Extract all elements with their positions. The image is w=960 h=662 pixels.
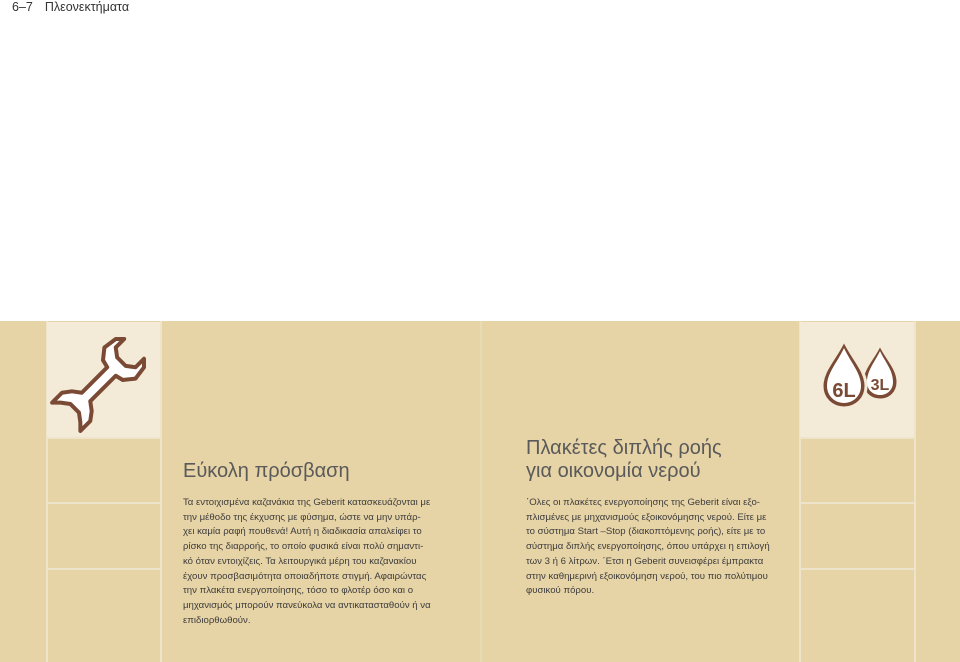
text-line: έχουν προσβασιμότητα οποιαδήποτε στιγμή. Αφαιρώντας [183,570,427,582]
text-line: επιδιορθωθούν. [183,614,251,626]
text-line: φυσικού πόρου. [526,585,595,597]
text-line: χει καμία ραφή πουθενά! Αυτή η διαδικασία απαλείφει το [183,526,422,538]
text-line: των 3 ή 6 λίτρων. ΄Ετσι η Geberit συνεισφέρει έμπρακτα [526,555,764,567]
text-line: ΄Ολες οι πλακέτες ενεργοποίησης της Geberit είναι εξο- [526,497,760,508]
grid-line [800,502,914,504]
grid-line [800,437,914,439]
grid-line [47,437,160,439]
text-line: την πλακέτα ενεργοποίησης, τόσο το φλοτέρ όσο και ο [183,585,414,597]
text-line: ρίσκο της διαρροής, το οποίο φυσικά είναι πολύ σημαντι- [183,541,424,553]
section-title-dual-flush [526,437,786,483]
text-line: το σύστημα Start –Stop (διακοπτόμενης ροής), είτε με το [526,526,766,538]
grid-line [160,321,162,662]
section-title-easy-access: Εύκολη πρόσβαση [183,460,350,482]
page-number: 6–7 [12,0,33,14]
title-line: Πλακέτες διπλής ροής [526,437,722,459]
grid-line [800,568,914,570]
drop-large-label: 6L [832,380,856,402]
text-line: πλισμένες με μηχανισμούς εξοικονόμησης νερού. Είτε με [526,511,767,523]
dual-flush-text [526,496,786,599]
grid-line [47,502,160,504]
grid-line [914,321,916,662]
wrench-icon [47,322,160,437]
page-title: Πλεονεκτήματα [44,0,130,14]
text-line: μηχανισμός μπορούν πανεύκολα να αντικατασταθούν ή να [183,599,431,611]
panel-divider [480,321,482,662]
easy-access-text [183,496,453,628]
text-line: σύστημα διπλής ενεργοποίησης, όπου υπάρχει η επιλογή [526,541,770,553]
page-header [12,0,129,14]
water-drops-icon-tile [800,322,914,437]
grid-line [47,568,160,570]
drop-small-label: 3L [870,377,890,394]
text-line: στην καθημερινή εξοικονόμηση νερού, του πιο πολύτιμου [526,570,768,582]
title-line: για οικονομία νερού [526,460,701,482]
text-line: Τα εντοιχισμένα καζανάκια της Geberit κατασκευάζονται με [183,497,431,508]
wrench-icon-tile [47,322,160,437]
water-drops-icon [800,322,914,437]
text-line: κό όταν εντοιχίζεις. Τα λειτουργικά μέρη του καζανακίου [183,555,417,567]
text-line: την μέθοδο της έκχυσης με φύσημα, ώστε να μην υπάρ- [183,511,421,523]
